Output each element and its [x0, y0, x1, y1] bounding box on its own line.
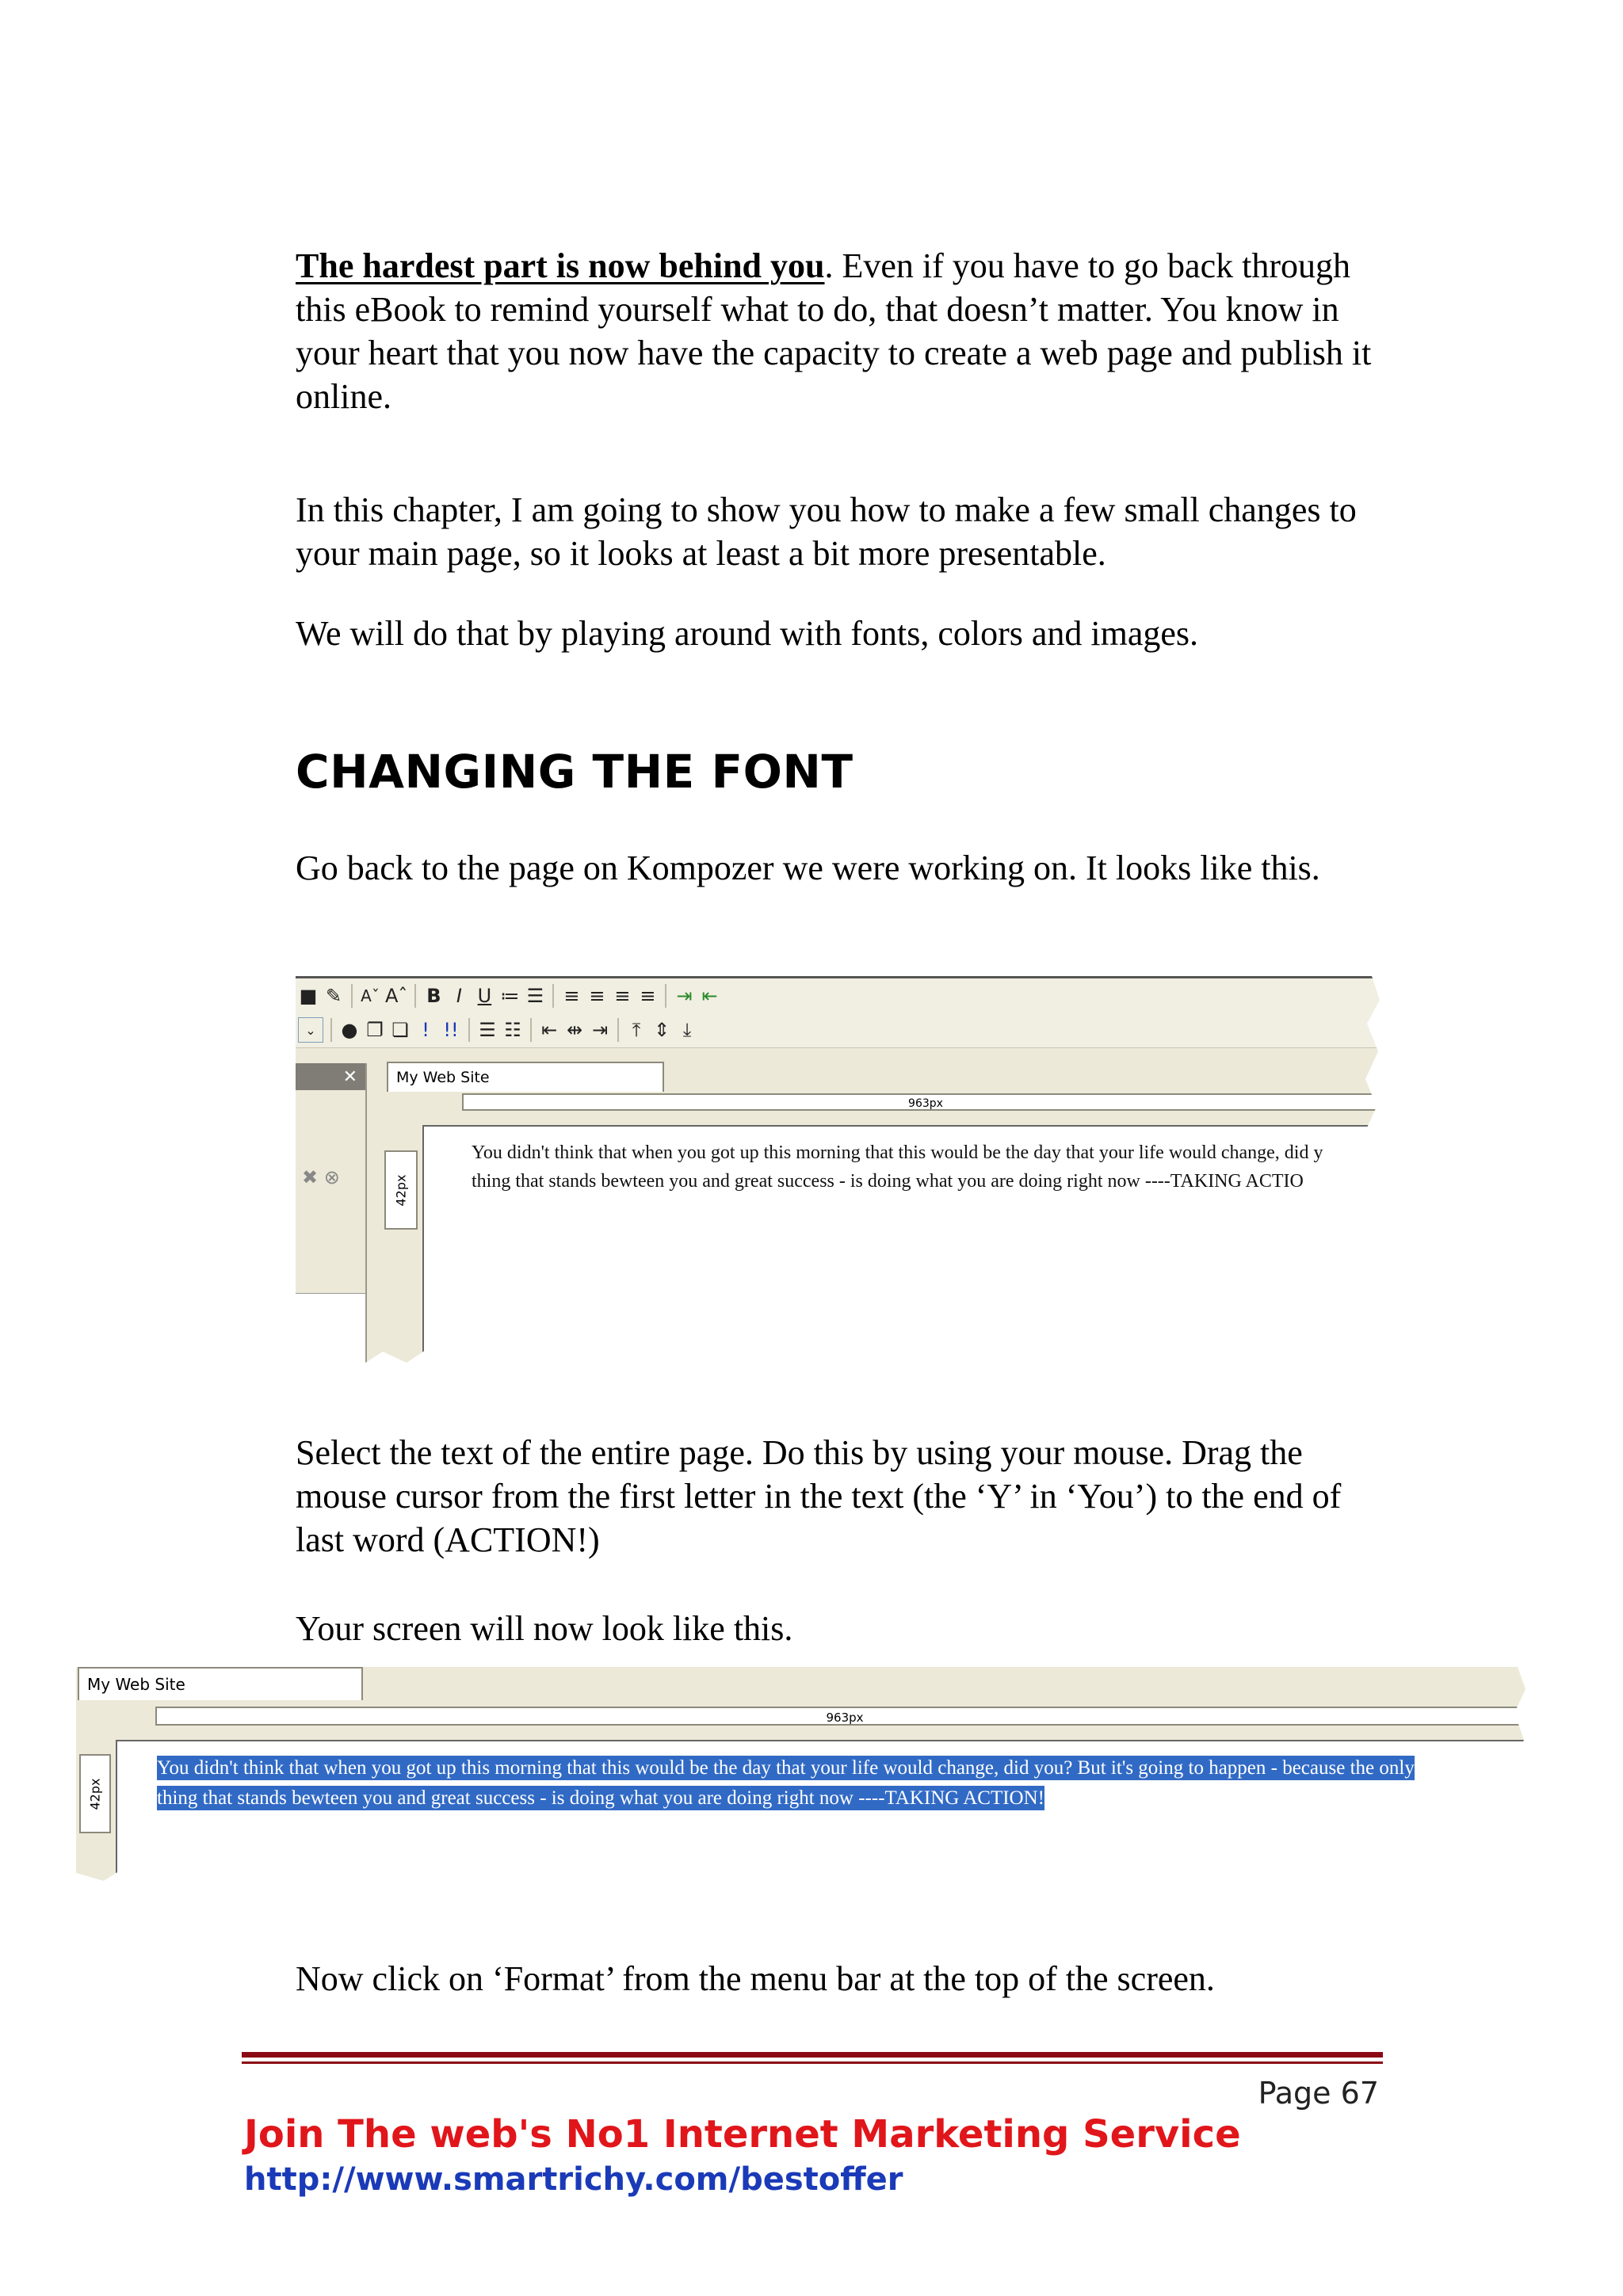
footer-rule-thick — [242, 2052, 1383, 2058]
align-center-icon[interactable]: ≡ — [589, 985, 605, 1007]
important-icon[interactable]: ! — [422, 1019, 430, 1041]
outdent-icon[interactable]: ⇤ — [701, 985, 718, 1007]
numbered-list-icon[interactable]: ≔ — [500, 985, 520, 1007]
layer-icon[interactable]: ● — [341, 1019, 358, 1041]
page-number: Page 67 — [1258, 2076, 1379, 2111]
tab-label: My Web Site — [87, 1675, 185, 1694]
intro-paragraph — [296, 244, 1389, 418]
ruler-label: 963px — [826, 1711, 864, 1725]
torn-edge — [296, 1317, 1389, 1388]
horizontal-ruler — [462, 1093, 1389, 1111]
select-paragraph: Select the text of the entire page. Do this by using your mouse. Drag the mouse cursor from the first letter in the text (the ‘Y’ in ‘You’) to the end of last word (ACTION!) — [296, 1433, 1342, 1559]
tab-my-web-site[interactable] — [387, 1062, 664, 1092]
align-right-icon[interactable]: ≡ — [614, 985, 631, 1007]
torn-edge-right — [1507, 1667, 1534, 1905]
fonts-paragraph: We will do that by playing around with fonts, colors and images. — [296, 614, 1199, 653]
torn-edge — [76, 1849, 1534, 1905]
torn-edge-right — [1358, 976, 1389, 1388]
footer-rule-thin — [242, 2061, 1383, 2064]
layer-copy-icon[interactable]: ❐ — [366, 1019, 384, 1041]
color-swatch-icon[interactable]: ■ — [299, 985, 318, 1007]
tab-my-web-site[interactable] — [78, 1667, 363, 1700]
align-left-icon[interactable]: ≡ — [563, 985, 580, 1007]
close-icon[interactable]: ✕ — [342, 1066, 357, 1087]
chapter-paragraph: In this chapter, I am going to show you how to make a few small changes to your main page, so it looks at least a bit more presentable. — [296, 490, 1357, 573]
selected-line-2[interactable]: thing that stands bewteen you and great success - is doing what you are doing right now ----TAKING ACTION! — [157, 1787, 1044, 1809]
move-center-icon[interactable]: ⇹ — [566, 1019, 583, 1041]
move-left-icon[interactable]: ⇤ — [540, 1019, 558, 1041]
selected-line-1[interactable]: You didn't think that when you got up this morning that this would be the day that your life would change, did you? But it's going to happen - because the only — [157, 1757, 1415, 1779]
move-middle-icon[interactable]: ⇕ — [653, 1019, 670, 1041]
tab-label: My Web Site — [396, 1069, 490, 1086]
layer-move-icon[interactable]: ❏ — [391, 1019, 409, 1041]
font-smaller-icon[interactable]: Aˇ — [361, 986, 380, 1005]
section-heading: CHANGING THE FONT — [296, 745, 854, 799]
editor-line-2[interactable]: thing that stands bewteen you and great success - is doing what you are doing right now ----TAKING ACTIO — [472, 1171, 1304, 1192]
intro-lead: The hardest part is now behind you — [296, 246, 825, 285]
vruler-label: 42px — [393, 1174, 409, 1206]
underline-icon[interactable]: U — [477, 985, 492, 1007]
vertical-ruler — [79, 1754, 111, 1833]
vertical-ruler — [384, 1150, 418, 1230]
highlight-icon[interactable]: ✎ — [325, 985, 342, 1007]
very-important-icon[interactable]: !! — [443, 1019, 459, 1041]
paragraph-icon[interactable]: ☷ — [504, 1019, 521, 1041]
ruler-label: 963px — [908, 1097, 943, 1110]
italic-icon[interactable]: I — [456, 985, 462, 1007]
move-right-icon[interactable]: ⇥ — [591, 1019, 609, 1041]
editor-line-1[interactable]: You didn't think that when you got up this morning that this would be the day that your life would change, did y — [472, 1142, 1323, 1163]
indent-icon[interactable]: ⇥ — [676, 985, 693, 1007]
vruler-label: 42px — [87, 1778, 103, 1810]
dropdown-arrow-icon[interactable]: ⌄ — [298, 1017, 323, 1043]
justify-icon[interactable]: ≡ — [640, 985, 656, 1007]
footer-ad-link[interactable]: http://www.smartrichy.com/bestoffer — [244, 2161, 903, 2198]
bold-icon[interactable]: B — [426, 985, 441, 1007]
format-toolbar — [296, 976, 1389, 1014]
line-spacing-icon[interactable]: ☰ — [479, 1019, 496, 1041]
font-larger-icon[interactable]: Aˆ — [385, 985, 408, 1007]
move-bottom-icon[interactable]: ⤓ — [682, 1019, 692, 1041]
footer-ad-title: Join The web's No1 Internet Marketing Service — [244, 2112, 1241, 2157]
bullet-list-icon[interactable]: ☰ — [526, 985, 544, 1007]
delete-icon[interactable]: ✖ ⊗ — [302, 1166, 340, 1188]
layout-toolbar — [296, 1013, 1389, 1048]
goback-paragraph: Go back to the page on Kompozer we were working on. It looks like this. — [296, 849, 1320, 887]
kompozer-screenshot-2 — [76, 1667, 1534, 1905]
intro-rest: . Even if you have to go back through this eBook to remind yourself what to do, that doesn’t matter. You know in your heart that you now have the capacity to create a web page and publish it online. — [296, 246, 1372, 416]
horizontal-ruler — [155, 1707, 1534, 1726]
move-top-icon[interactable]: ⤒ — [632, 1019, 641, 1041]
screen-paragraph: Your screen will now look like this. — [296, 1609, 793, 1648]
kompozer-screenshot-1 — [296, 976, 1389, 1388]
format-paragraph: Now click on ‘Format’ from the menu bar at the top of the screen. — [296, 1959, 1215, 1998]
